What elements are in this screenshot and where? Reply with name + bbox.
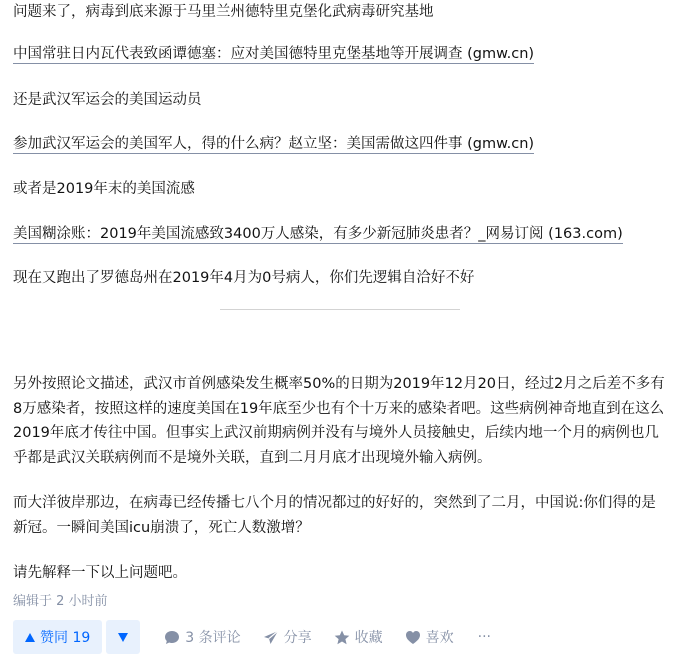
section-divider bbox=[220, 309, 460, 310]
share-button[interactable] bbox=[263, 627, 312, 647]
more-icon: ··· bbox=[477, 629, 491, 645]
paragraph-flu: 或者是2019年末的美国流感 bbox=[13, 181, 195, 197]
favorite-label: 收藏 bbox=[354, 630, 383, 646]
caret-down-icon bbox=[118, 633, 128, 642]
share-icon bbox=[263, 630, 279, 645]
paragraph-rhode-island: 现在又跑出了罗德岛州在2019年4月为0号病人，你们先逻辑自洽好不好 bbox=[13, 270, 475, 286]
paragraph-link-1 bbox=[13, 42, 534, 66]
more-button[interactable] bbox=[478, 629, 491, 645]
star-icon bbox=[334, 630, 350, 645]
paragraph-link-2 bbox=[13, 132, 534, 156]
paragraph-closing: 请先解释一下以上问题吧。 bbox=[13, 565, 187, 581]
action-bar bbox=[13, 620, 491, 654]
upvote-label: 赞同 19 bbox=[40, 630, 91, 646]
edited-timestamp: 编辑于 2 小时前 bbox=[13, 594, 108, 609]
article-link-163-flu[interactable]: 美国糊涂账：2019年美国流感致3400万人感染，有多少新冠肺炎患者？_网易订阅 (163.com) bbox=[13, 226, 623, 242]
downvote-button[interactable] bbox=[106, 620, 140, 654]
upvote-button[interactable] bbox=[13, 620, 102, 654]
paragraph-question: 问题来了，病毒到底来源于马里兰州德特里克堡化武病毒研究基地 bbox=[13, 4, 434, 20]
comment-icon bbox=[164, 630, 180, 645]
share-label: 分享 bbox=[283, 630, 312, 646]
like-label: 喜欢 bbox=[425, 630, 454, 646]
comments-button[interactable] bbox=[164, 627, 240, 647]
paragraph-across-ocean: 而大洋彼岸那边，在病毒已经传播七八个月的情况都过的好好的，突然到了二月，中国说:你们得的是新冠。一瞬间美国icu崩溃了，死亡人数激增？ bbox=[13, 495, 656, 536]
favorite-button[interactable] bbox=[334, 627, 383, 647]
paragraph-paper-analysis: 另外按照论文描述，武汉市首例感染发生概率50%的日期为2019年12月20日，经过2月之后差不多有8万感染者，按照这样的速度美国在19年底至少也有个十万来的感染者吧。这些病例神奇地直到在这么2019年底才传往中国。但事实上武汉前期病例并没有与境外人员接触史，后续内地一个月的病例也几乎都是武汉关联病例而不是境外关联，直到二月月底才出现境外输入病例。 bbox=[13, 376, 665, 466]
like-button[interactable] bbox=[405, 627, 454, 647]
paragraph-military-games: 还是武汉军运会的美国运动员 bbox=[13, 92, 202, 108]
comments-label: 3 条评论 bbox=[185, 630, 241, 646]
article-link-gmw-geneva[interactable]: 中国常驻日内瓦代表致函谭德塞：应对美国德特里克堡基地等开展调查 (gmw.cn) bbox=[13, 46, 535, 62]
heart-icon bbox=[405, 630, 421, 645]
paragraph-link-3 bbox=[13, 222, 623, 246]
article-link-gmw-military[interactable]: 参加武汉军运会的美国军人，得的什么病？赵立坚：美国需做这四件事 (gmw.cn) bbox=[13, 136, 535, 152]
caret-up-icon bbox=[25, 633, 35, 642]
